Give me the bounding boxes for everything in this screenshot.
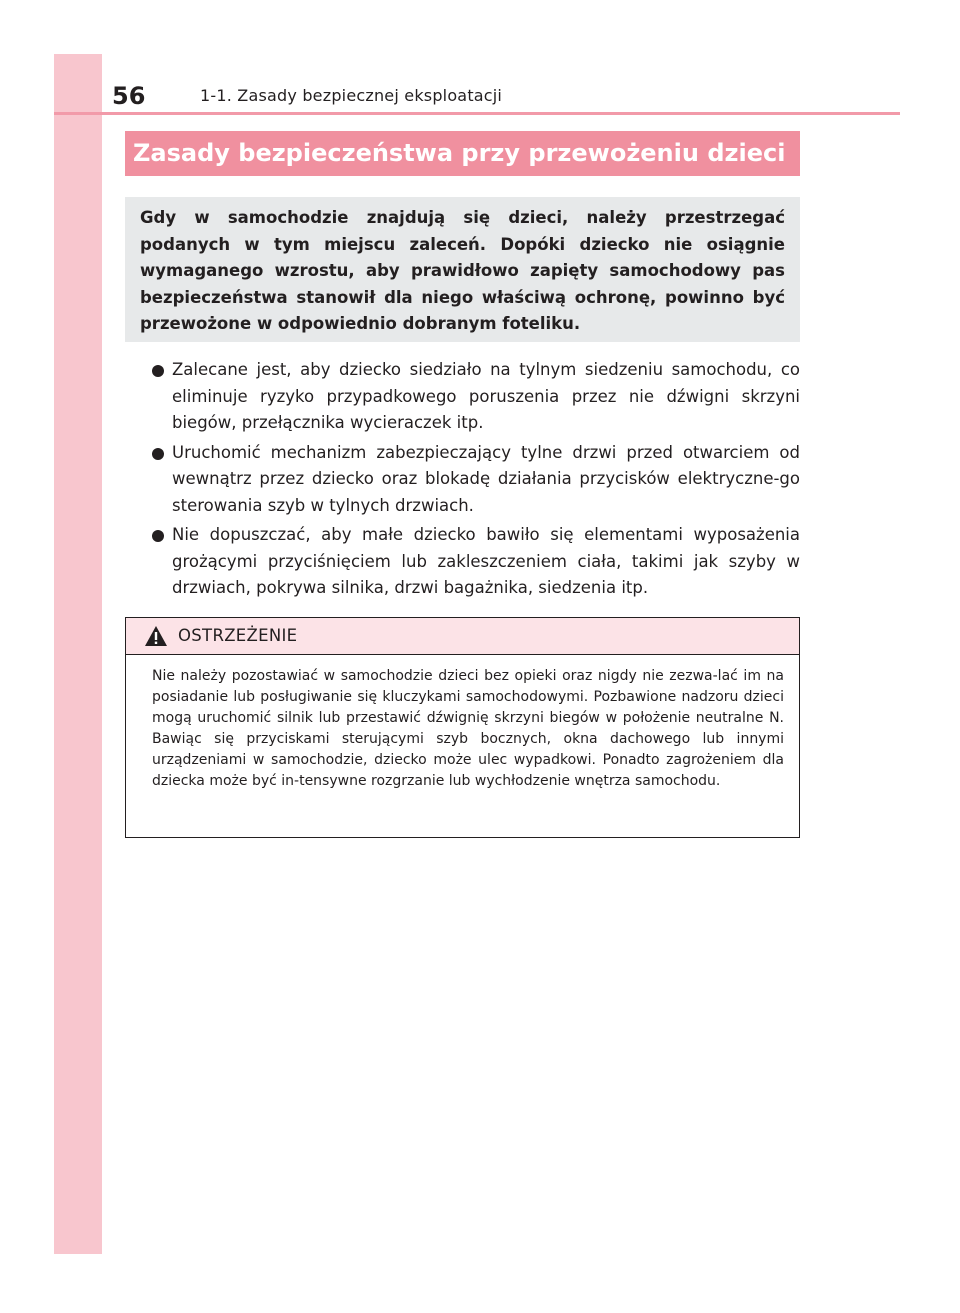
section-title: 1-1. Zasady bezpiecznej eksploatacji	[200, 86, 503, 105]
warning-title: OSTRZEŻENIE	[178, 626, 298, 645]
list-item-text: Zalecane jest, aby dziecko siedziało na tylnym siedzeniu samochodu, co eliminuje ryzyko przypadkowego poruszenia przez nie dźwigni skrzyni biegów, przełącznika wycieraczek itp.	[172, 360, 800, 432]
list-item-text: Uruchomić mechanizm zabezpieczający tylne drzwi przed otwarciem od wewnątrz przez dziecko oraz blokadę działania przycisków elektryczne-go sterowania szyb w tylnych drzwiach.	[172, 442, 800, 515]
warning-header	[126, 618, 799, 655]
topic-heading: Zasady bezpieczeństwa przy przewożeniu dzieci	[133, 139, 786, 167]
intro-text: Gdy w samochodzie znajdują się dzieci, należy przestrzegać podanych w tym miejscu zaleceń. Dopóki dziecko nie osiągnie wymaganego wzrostu, aby prawidłowo zapięty samochodowy pas bezpieczeństwa stanowił dla niego właściwą ochronę, powinno być przewożone w odpowiednio dobranym foteliku.	[140, 208, 785, 333]
section-side-bar	[54, 54, 102, 1254]
bullet-icon	[152, 448, 164, 460]
list-item	[152, 522, 800, 602]
page-number: 56	[112, 82, 146, 110]
warning-text: Nie należy pozostawiać w samochodzie dzieci bez opieki oraz nigdy nie zezwa-lać im na posiadanie lub posługiwanie się kluczykami samochodowymi. Pozbawione nadzoru dzieci mogą uruchomić silnik lub przestawić dźwignię skrzyni biegów w położenie neutralne N. Bawiąc się przyciskami sterującymi szyb bocznych, okna dachowego lub innymi urządzeniami w samochodzie, dziecko może ulec wypadkowi. Ponadto zagrożeniem dla dziecka może być in-tensywne rozgrzanie lub wychłodzenie wnętrza samochodu.	[152, 668, 784, 789]
warning-box	[125, 617, 800, 838]
bullet-icon	[152, 365, 164, 377]
list-item	[152, 357, 800, 437]
bullet-icon	[152, 530, 164, 542]
header-rule	[54, 112, 900, 115]
list-item	[152, 440, 800, 520]
warning-triangle-icon	[144, 625, 168, 647]
intro-box	[125, 197, 800, 342]
list-item-text: Nie dopuszczać, aby małe dziecko bawiło się elementami wyposażenia grożącymi przyciśnięciem lub zakleszczeniem ciała, takimi jak szyby w drzwiach, pokrywa silnika, drzwi bagażnika, siedzenia itp.	[172, 525, 800, 597]
topic-heading-bar	[125, 131, 800, 176]
recommendations-list	[152, 357, 800, 605]
